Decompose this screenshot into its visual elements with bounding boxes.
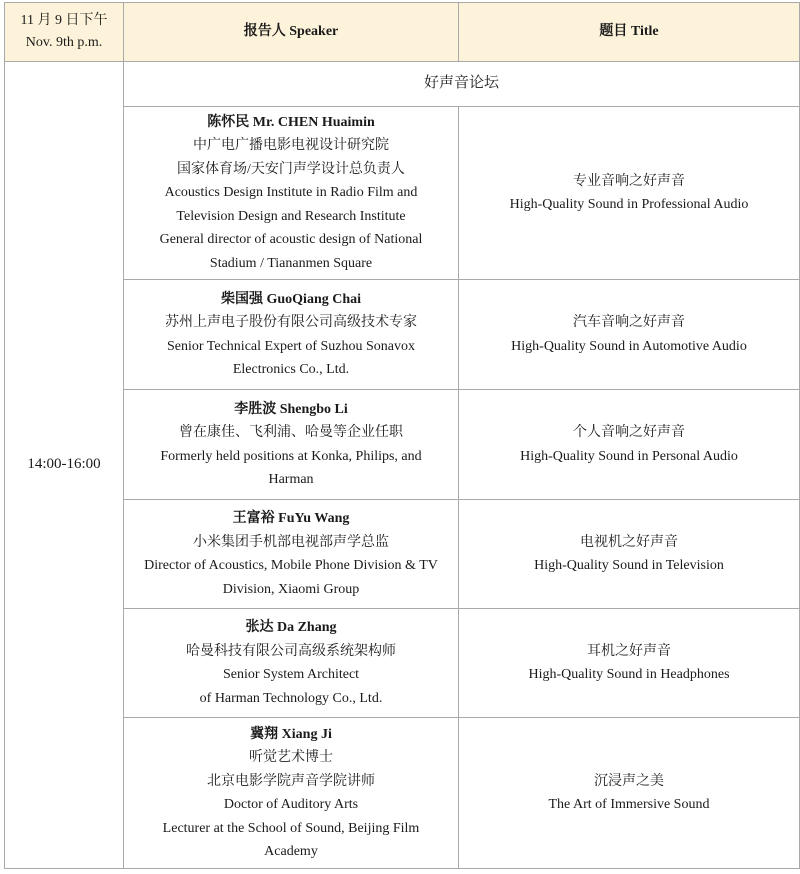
talk-row	[5, 107, 800, 280]
date-zh: 11 月 9 日下午	[20, 13, 108, 28]
speaker-affiliation: Doctor of Auditory Arts	[223, 797, 359, 812]
speaker-affiliation: 苏州上声电子股份有限公司高级技术专家	[165, 315, 417, 330]
speaker-affiliation: 小米集团手机部电视部声学总监	[193, 534, 389, 550]
talk-title-zh: 沉浸声之美	[594, 773, 664, 789]
speaker-cell	[124, 280, 459, 390]
speaker-affiliation: 北京电影学院声音学院讲师	[207, 773, 375, 789]
title-header: 题目 Title	[459, 3, 800, 62]
speaker-name: 李胜波 Shengbo Li	[234, 401, 348, 417]
speaker-cell	[124, 609, 459, 718]
speaker-affiliation: Television Design and Research Institute	[176, 208, 406, 224]
speaker-name: 张达 Da Zhang	[245, 620, 337, 635]
talk-title-en: High-Quality Sound in Personal Audio	[520, 448, 738, 464]
talk-title-en: The Art of Immersive Sound	[548, 797, 710, 812]
speaker-affiliation: Stadium / Tiananmen Square	[209, 255, 373, 271]
time-header	[5, 3, 124, 62]
speaker-affiliation: Senior System Architect	[222, 667, 360, 682]
header-row	[5, 3, 800, 62]
speaker-affiliation: 曾在康佳、飞利浦、哈曼等企业任职	[179, 425, 403, 440]
schedule-table	[4, 2, 800, 869]
talk-title-zh: 个人音响之好声音	[573, 425, 685, 440]
speaker-affiliation: Director of Acoustics, Mobile Phone Division & TV	[144, 558, 438, 573]
speaker-affiliation: Senior Technical Expert of Suzhou Sonavox	[167, 338, 415, 354]
talk-row	[5, 718, 800, 869]
speaker-affiliation: General director of acoustic design of National	[159, 232, 423, 248]
talk-title-en: High-Quality Sound in Headphones	[528, 667, 730, 682]
speaker-affiliation: Harman	[268, 472, 314, 487]
speaker-affiliation: 听觉艺术博士	[249, 750, 333, 765]
speaker-affiliation: 中广电广播电影电视设计研究院	[193, 138, 389, 154]
date-en: Nov. 9th p.m.	[25, 35, 103, 50]
talk-title-zh: 专业音响之好声音	[573, 173, 685, 189]
title-cell	[459, 107, 800, 280]
speaker-affiliation: Acoustics Design Institute in Radio Film and	[164, 185, 418, 201]
speaker-affiliation: 国家体育场/天安门声学设计总负责人	[177, 161, 405, 177]
forum-row	[5, 62, 800, 107]
speaker-cell	[124, 500, 459, 609]
speaker-name: 王富裕 FuYu Wang	[232, 511, 350, 526]
speaker-name: 柴国强 GuoQiang Chai	[220, 291, 362, 307]
talk-row	[5, 609, 800, 718]
talk-title-en: High-Quality Sound in Professional Audio	[509, 197, 749, 212]
talk-row	[5, 280, 800, 390]
speaker-cell	[124, 107, 459, 280]
talk-title-en: High-Quality Sound in Television	[534, 558, 724, 573]
talk-row	[5, 390, 800, 500]
speaker-affiliation: Electronics Co., Ltd.	[232, 362, 350, 377]
title-cell	[459, 280, 800, 390]
speaker-affiliation: of Harman Technology Co., Ltd.	[199, 690, 383, 706]
title-cell	[459, 718, 800, 869]
speaker-name: 冀翔 Xiang Ji	[250, 726, 332, 742]
talk-title-en: High-Quality Sound in Automotive Audio	[511, 338, 747, 354]
speaker-cell	[124, 390, 459, 500]
title-cell	[459, 390, 800, 500]
speaker-affiliation: 哈曼科技有限公司高级系统架构师	[186, 643, 396, 659]
speaker-header: 报告人 Speaker	[124, 3, 459, 62]
talk-title-zh: 耳机之好声音	[587, 643, 671, 659]
title-cell	[459, 500, 800, 609]
talk-row	[5, 500, 800, 609]
speaker-name: 陈怀民 Mr. CHEN Huaimin	[207, 114, 375, 130]
speaker-affiliation: Formerly held positions at Konka, Philips, and	[160, 448, 422, 464]
time-slot: 14:00-16:00	[5, 62, 124, 869]
speaker-cell	[124, 718, 459, 869]
title-cell	[459, 609, 800, 718]
talk-title-zh: 汽车音响之好声音	[573, 315, 685, 330]
speaker-affiliation: Lecturer at the School of Sound, Beijing Film	[162, 820, 420, 836]
speaker-affiliation: Academy	[264, 844, 318, 859]
forum-name: 好声音论坛	[124, 62, 800, 107]
talk-title-zh: 电视机之好声音	[580, 534, 678, 550]
speaker-affiliation: Division, Xiaomi Group	[222, 581, 360, 597]
